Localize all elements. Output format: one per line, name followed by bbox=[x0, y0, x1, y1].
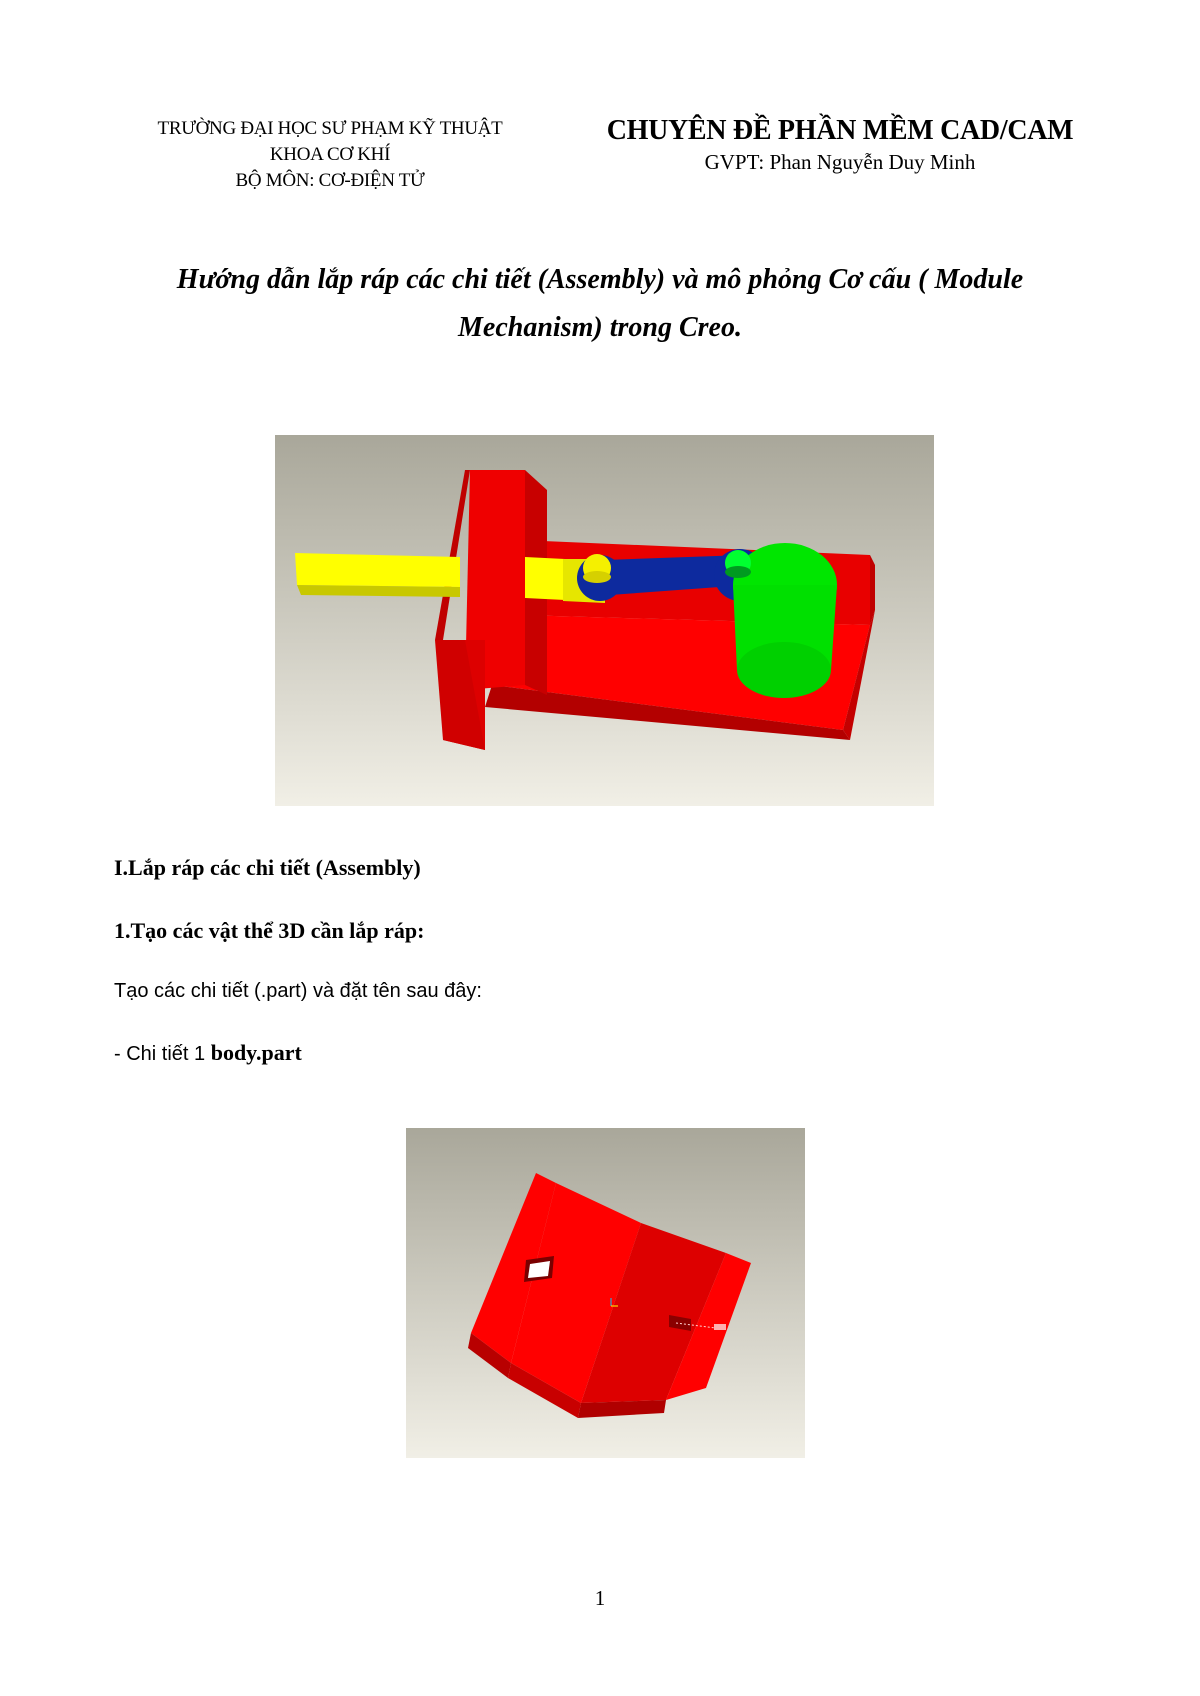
teacher-name: GVPT: Phan Nguyễn Duy Minh bbox=[704, 150, 976, 174]
section-heading: I.Lắp ráp các chi tiết (Assembly) bbox=[114, 855, 421, 880]
instruction-paragraph: Tạo các chi tiết (.part) và đặt tên sau đây: bbox=[114, 980, 482, 1002]
document-title-line-2: Mechanism) trong Creo. bbox=[458, 312, 742, 343]
university-name: TRƯỜNG ĐẠI HỌC SƯ PHẠM KỸ THUẬT bbox=[157, 118, 503, 139]
department-name: BỘ MÔN: CƠ-ĐIỆN TỬ bbox=[235, 170, 425, 191]
institution-block bbox=[100, 116, 560, 194]
document-title bbox=[110, 256, 1090, 352]
document-title-line-1: Hướng dẫn lắp ráp các chi tiết (Assembly) và mô phỏng Cơ cấu ( Module bbox=[176, 264, 1024, 295]
part-list-item bbox=[114, 1040, 302, 1066]
part-file-name: body.part bbox=[210, 1040, 302, 1065]
body-part-render-image bbox=[406, 1128, 805, 1458]
assembly-render-image bbox=[275, 435, 934, 806]
course-block bbox=[560, 114, 1120, 176]
faculty-name: KHOA CƠ KHÍ bbox=[269, 144, 391, 165]
page-number: 1 bbox=[594, 1586, 606, 1610]
subsection-heading: 1.Tạo các vật thể 3D cần lắp ráp: bbox=[114, 918, 425, 943]
course-title: CHUYÊN ĐỀ PHẦN MỀM CAD/CAM bbox=[606, 115, 1074, 146]
part-list-item-prefix: - Chi tiết 1 bbox=[114, 1043, 211, 1065]
